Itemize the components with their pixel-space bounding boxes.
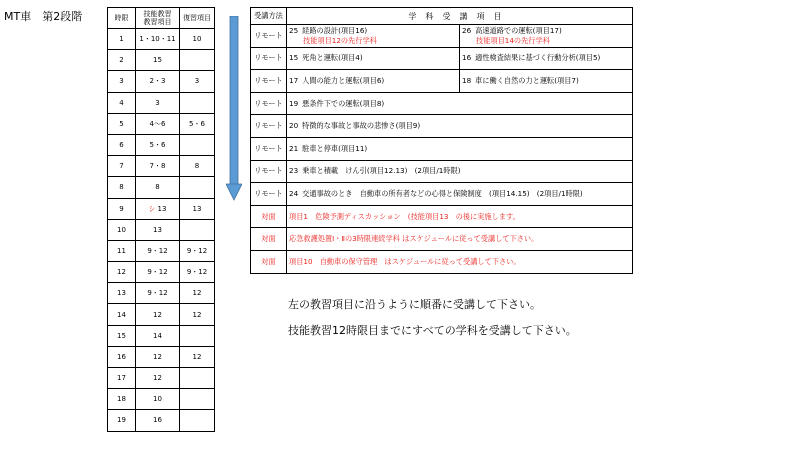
subject-cell (287, 25, 460, 48)
lecture-row (251, 228, 633, 251)
lecture-row (251, 183, 633, 206)
skill-item-prefix: シ (148, 204, 156, 213)
method-cell: 対面 (251, 228, 287, 251)
review-cell: 10 (180, 29, 215, 50)
period-row (108, 177, 215, 198)
subject-number: 15 (289, 53, 299, 63)
review-cell: 9・12 (180, 240, 215, 261)
review-cell: 12 (180, 283, 215, 304)
subject-text: 死角と運転(項目4) (302, 53, 363, 63)
review-cell (180, 92, 215, 113)
skill-item-cell: 12 (136, 304, 180, 325)
skill-item-cell: 8 (136, 177, 180, 198)
method-cell: リモート (251, 160, 287, 183)
skill-item-cell: 2・3 (136, 71, 180, 92)
review-cell (180, 219, 215, 240)
lecture-row (251, 137, 633, 160)
subject-text: 乗車と積載 けん引(項目12.13) (2項目/1時限) (302, 166, 461, 176)
review-cell: 8 (180, 156, 215, 177)
subject-cell (460, 47, 633, 70)
period-row (108, 368, 215, 389)
method-cell: 対面 (251, 250, 287, 273)
skill-item-cell: 9・12 (136, 240, 180, 261)
lecture-row (251, 92, 633, 115)
period-row (108, 283, 215, 304)
skill-item-cell: 7・8 (136, 156, 180, 177)
subject-number: 16 (462, 53, 472, 63)
skill-item-cell: 3 (136, 92, 180, 113)
subject-text: 高速道路での運転(項目17) (475, 25, 562, 35)
subject-cell (287, 70, 460, 93)
subject-number: 24 (289, 188, 299, 198)
skill-item-cell: 1・10・11 (136, 29, 180, 50)
lecture-row (251, 115, 633, 138)
subject-cell (287, 115, 633, 138)
subject-note: 技能項目14の先行学科 (476, 35, 550, 45)
subject-number: 19 (289, 98, 299, 108)
down-arrow-icon (226, 16, 242, 201)
subject-cell (460, 25, 633, 48)
method-cell: リモート (251, 115, 287, 138)
subject-text: 交通事故のとき 自動車の所有者などの心得と保険制度 (項目14.15) (2項目/1時限) (302, 188, 583, 198)
period-cell: 9 (108, 198, 136, 219)
review-cell: 12 (180, 346, 215, 367)
review-cell (180, 325, 215, 346)
subject-cell (287, 137, 633, 160)
skill-item-cell: 13 (136, 219, 180, 240)
lecture-row (251, 25, 633, 48)
skill-item-cell: 10 (136, 389, 180, 410)
method-cell: リモート (251, 47, 287, 70)
period-row (108, 113, 215, 134)
period-cell: 3 (108, 71, 136, 92)
subject-cell (460, 70, 633, 93)
period-row (108, 156, 215, 177)
header-subjects: 学科受講項目 (287, 8, 633, 25)
subject-text: 項目10 自動車の保守管理 はスケジュールに従って受講して下さい。 (289, 256, 521, 266)
period-cell: 18 (108, 389, 136, 410)
lecture-table-header (251, 8, 633, 25)
subject-number: 25 (289, 25, 299, 35)
review-cell (180, 50, 215, 71)
method-cell: リモート (251, 70, 287, 93)
skill-item-cell: 4〜6 (136, 113, 180, 134)
skill-item-cell: 12 (136, 346, 180, 367)
period-cell: 1 (108, 29, 136, 50)
lecture-row (251, 205, 633, 228)
lecture-row (251, 250, 633, 273)
review-cell (180, 368, 215, 389)
period-row (108, 50, 215, 71)
header-review: 復習項目 (180, 8, 215, 29)
period-row (108, 389, 215, 410)
subject-text: 特徴的な事故と事故の悲惨さ(項目9) (302, 121, 421, 131)
skill-item-cell: 14 (136, 325, 180, 346)
period-cell: 10 (108, 219, 136, 240)
review-cell (180, 389, 215, 410)
skill-item-cell: 12 (136, 368, 180, 389)
subject-number: 18 (462, 75, 472, 85)
subject-cell (287, 205, 633, 228)
period-row (108, 304, 215, 325)
period-row (108, 410, 215, 431)
period-row (108, 219, 215, 240)
review-cell: 3 (180, 71, 215, 92)
subject-cell (287, 92, 633, 115)
period-cell: 7 (108, 156, 136, 177)
lecture-table (250, 7, 633, 274)
instruction-line: 左の教習項目に沿うように順番に受講して下さい。 (288, 298, 541, 311)
period-row (108, 71, 215, 92)
subject-cell (287, 47, 460, 70)
period-cell: 14 (108, 304, 136, 325)
subject-cell (287, 160, 633, 183)
method-cell: リモート (251, 183, 287, 206)
period-cell: 4 (108, 92, 136, 113)
method-cell: リモート (251, 25, 287, 48)
header-skill-item: 技能教習 教習項目 (136, 8, 180, 29)
subject-note: 技能項目12の先行学科 (303, 35, 377, 45)
period-cell: 15 (108, 325, 136, 346)
subject-cell (287, 183, 633, 206)
subject-text: 悪条件下での運転(項目8) (302, 98, 385, 108)
period-row (108, 134, 215, 155)
method-cell: リモート (251, 137, 287, 160)
skill-item-cell (136, 198, 180, 219)
subject-text: 適性検査結果に基づく行動分析(項目5) (475, 53, 601, 63)
period-row (108, 198, 215, 219)
subject-text: 人間の能力と運転(項目6) (302, 75, 385, 85)
period-cell: 17 (108, 368, 136, 389)
page-title: MT車 第2段階 (4, 10, 83, 23)
header-period: 時限 (108, 8, 136, 29)
instruction-line: 技能教習12時限目までにすべての学科を受講して下さい。 (288, 324, 577, 337)
lecture-row (251, 160, 633, 183)
header-method: 受講方法 (251, 8, 287, 25)
period-cell: 5 (108, 113, 136, 134)
period-cell: 6 (108, 134, 136, 155)
period-cell: 2 (108, 50, 136, 71)
review-cell (180, 177, 215, 198)
review-cell: 9・12 (180, 262, 215, 283)
period-cell: 16 (108, 346, 136, 367)
review-cell: 12 (180, 304, 215, 325)
method-cell: 対面 (251, 205, 287, 228)
period-row (108, 29, 215, 50)
period-cell: 11 (108, 240, 136, 261)
period-row (108, 240, 215, 261)
skill-item-cell: 15 (136, 50, 180, 71)
lecture-row (251, 70, 633, 93)
period-table (107, 7, 215, 432)
period-cell: 19 (108, 410, 136, 431)
skill-item-cell: 16 (136, 410, 180, 431)
skill-item-cell: 5・6 (136, 134, 180, 155)
subject-number: 26 (462, 25, 472, 35)
period-cell: 8 (108, 177, 136, 198)
subject-text: 車に働く自然の力と運転(項目7) (475, 75, 579, 85)
subject-text: 経路の設計(項目16) (302, 25, 368, 35)
subject-number: 20 (289, 121, 299, 131)
period-row (108, 346, 215, 367)
subject-text: 項目1 危険予測ディスカッション (技能項目13 の後に実施します。 (289, 211, 520, 221)
subject-number: 21 (289, 143, 299, 153)
subject-cell (287, 250, 633, 273)
subject-text: 応急救護処置Ⅰ・Ⅱの3時限連続学科 はスケジュールに従って受講して下さい。 (289, 234, 539, 244)
period-row (108, 262, 215, 283)
review-cell (180, 134, 215, 155)
review-cell: 13 (180, 198, 215, 219)
period-row (108, 92, 215, 113)
period-table-header (108, 8, 215, 29)
skill-item-cell: 9・12 (136, 262, 180, 283)
subject-cell (287, 228, 633, 251)
period-cell: 13 (108, 283, 136, 304)
subject-number: 17 (289, 75, 299, 85)
review-cell: 5・6 (180, 113, 215, 134)
lecture-row (251, 47, 633, 70)
skill-item-value: 13 (157, 204, 167, 213)
period-cell: 12 (108, 262, 136, 283)
method-cell: リモート (251, 92, 287, 115)
period-row (108, 325, 215, 346)
subject-number: 23 (289, 166, 299, 176)
subject-text: 駐車と停車(項目11) (302, 143, 368, 153)
review-cell (180, 410, 215, 431)
skill-item-cell: 9・12 (136, 283, 180, 304)
instructions (288, 292, 577, 344)
